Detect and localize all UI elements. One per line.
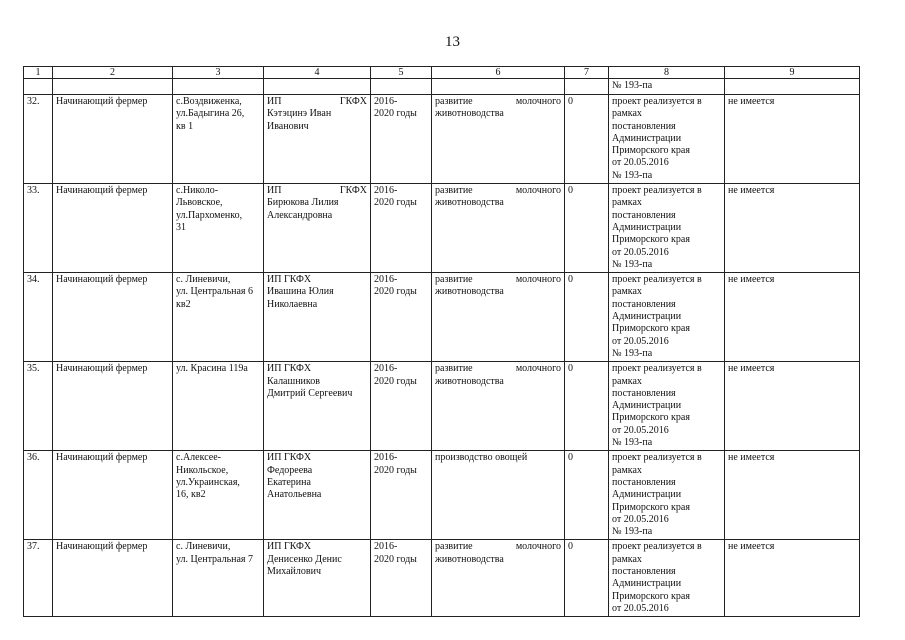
row-status: не имеется xyxy=(725,273,860,362)
row-value: 0 xyxy=(565,273,609,362)
row-role: Начинающий фермер xyxy=(53,451,173,540)
row-period: 2016- 2020 годы xyxy=(371,273,432,362)
row-activity xyxy=(432,273,565,362)
column-header: 8 xyxy=(609,67,725,79)
row-name-rest: Бирюкова Лилия Александровна xyxy=(267,197,339,221)
registry-table xyxy=(23,66,860,617)
page-number: 13 xyxy=(445,34,460,50)
row-activity-rest: животноводства xyxy=(435,375,504,387)
row-note: проект реализуется в рамках постановления Администрации Приморского края от 20.05.2016 xyxy=(609,540,725,617)
row-activity-rest: животноводства xyxy=(435,197,504,209)
row-name xyxy=(264,95,371,184)
row-activity-line1: развитие молочного xyxy=(435,185,561,197)
row-number: 33. xyxy=(24,184,53,273)
row-name xyxy=(264,362,371,451)
row-note: проект реализуется в рамках постановления Администрации Приморского края от 20.05.2016 № 193-па xyxy=(609,362,725,451)
row-role: Начинающий фермер xyxy=(53,362,173,451)
row-activity-line1: развитие молочного xyxy=(435,96,561,107)
row-activity xyxy=(432,184,565,273)
row-role: Начинающий фермер xyxy=(53,95,173,184)
column-header: 5 xyxy=(371,67,432,79)
row-status: не имеется xyxy=(725,184,860,273)
row-number: 37. xyxy=(24,540,53,617)
row-activity-line1: развитие молочного xyxy=(435,541,561,553)
row-name-rest: ИП ГКФХ Калашников Дмитрий Сергеевич xyxy=(267,363,353,399)
row-address: с. Линевичи, ул. Центральная 6 кв2 xyxy=(173,273,264,362)
row-value: 0 xyxy=(565,362,609,451)
row-value: 0 xyxy=(565,451,609,540)
table-row xyxy=(24,184,860,273)
row-period: 2016- 2020 годы xyxy=(371,451,432,540)
row-address: с.Воздвиженка, ул.Бадыгина 26, кв 1 xyxy=(173,95,264,184)
row-activity-rest: животноводства xyxy=(435,108,504,120)
row-period: 2016- 2020 годы xyxy=(371,540,432,617)
continuation-note: № 193-па xyxy=(609,79,725,95)
row-name-rest: Кэтэцинэ Иван Иванович xyxy=(267,108,332,132)
table-row xyxy=(24,540,860,617)
row-name-rest: ИП ГКФХ Федореева Екатерина Анатольевна xyxy=(267,452,322,501)
row-number: 34. xyxy=(24,273,53,362)
row-activity xyxy=(432,540,565,617)
continuation-row xyxy=(24,79,860,95)
column-header: 2 xyxy=(53,67,173,79)
row-name xyxy=(264,451,371,540)
row-name-rest: ИП ГКФХ Ивашина Юлия Николаевна xyxy=(267,274,334,310)
row-period: 2016- 2020 годы xyxy=(371,95,432,184)
row-activity-line1: развитие молочного xyxy=(435,274,561,286)
row-number: 35. xyxy=(24,362,53,451)
row-note: проект реализуется в рамках постановления Администрации Приморского края от 20.05.2016 № 193-па xyxy=(609,95,725,184)
table-row xyxy=(24,362,860,451)
row-note: проект реализуется в рамках постановления Администрации Приморского края от 20.05.2016 № 193-па xyxy=(609,451,725,540)
row-value: 0 xyxy=(565,95,609,184)
row-address: с.Алексее- Никольское, ул.Украинская, 16, кв2 xyxy=(173,451,264,540)
column-header: 4 xyxy=(264,67,371,79)
row-name xyxy=(264,273,371,362)
row-period: 2016- 2020 годы xyxy=(371,184,432,273)
row-number: 36. xyxy=(24,451,53,540)
table-row xyxy=(24,95,860,184)
row-status: не имеется xyxy=(725,451,860,540)
row-activity-rest: производство овощей xyxy=(435,452,528,464)
table-row xyxy=(24,451,860,540)
row-address: с.Николо- Львовское, ул.Пархоменко, 31 xyxy=(173,184,264,273)
column-header: 7 xyxy=(565,67,609,79)
row-note: проект реализуется в рамках постановления Администрации Приморского края от 20.05.2016 № 193-па xyxy=(609,273,725,362)
row-name-line1: ИП ГКФХ xyxy=(267,185,367,197)
row-activity xyxy=(432,451,565,540)
row-role: Начинающий фермер xyxy=(53,540,173,617)
column-header: 9 xyxy=(725,67,860,79)
row-period: 2016- 2020 годы xyxy=(371,362,432,451)
row-activity-rest: животноводства xyxy=(435,553,504,565)
row-note: проект реализуется в рамках постановления Администрации Приморского края от 20.05.2016 № 193-па xyxy=(609,184,725,273)
row-activity-line1: развитие молочного xyxy=(435,363,561,375)
row-value: 0 xyxy=(565,540,609,617)
row-role: Начинающий фермер xyxy=(53,184,173,273)
row-activity xyxy=(432,95,565,184)
row-name-rest: ИП ГКФХ Денисенко Денис Михайлович xyxy=(267,541,342,577)
row-address: ул. Красина 119а xyxy=(173,362,264,451)
row-status: не имеется xyxy=(725,362,860,451)
row-value: 0 xyxy=(565,184,609,273)
row-activity xyxy=(432,362,565,451)
row-number: 32. xyxy=(24,95,53,184)
column-header: 3 xyxy=(173,67,264,79)
row-name-line1: ИП ГКФХ xyxy=(267,96,367,107)
column-header: 1 xyxy=(24,67,53,79)
row-name xyxy=(264,184,371,273)
row-name xyxy=(264,540,371,617)
row-status: не имеется xyxy=(725,540,860,617)
row-activity-rest: животноводства xyxy=(435,286,504,298)
row-status: не имеется xyxy=(725,95,860,184)
column-header: 6 xyxy=(432,67,565,79)
table-row xyxy=(24,273,860,362)
row-address: с. Линевичи, ул. Центральная 7 xyxy=(173,540,264,617)
row-role: Начинающий фермер xyxy=(53,273,173,362)
column-number-row xyxy=(24,67,860,79)
